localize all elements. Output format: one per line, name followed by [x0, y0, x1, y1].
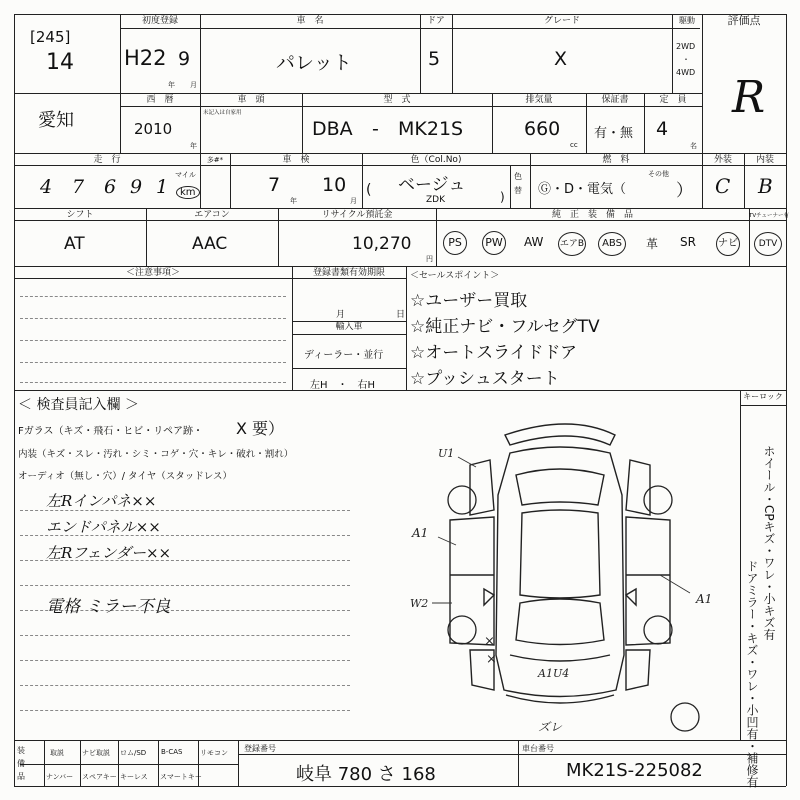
footer-item-spare-key: スペアキー	[82, 773, 117, 781]
vehicle-head-label: 車 頭	[237, 95, 265, 105]
doors: 5	[428, 48, 441, 70]
registration-label: 登録書類有効期限	[312, 268, 385, 278]
line	[14, 153, 786, 154]
line	[120, 28, 700, 29]
equip-dtv	[754, 231, 782, 256]
reg-day-unit: 日	[396, 310, 406, 320]
equip-leather: 革	[646, 237, 659, 251]
leader-u1	[458, 457, 476, 467]
drive-4wd: 4WD	[676, 68, 696, 77]
hood-line	[510, 655, 610, 661]
line	[20, 764, 238, 765]
interior-label: 内装	[755, 155, 774, 165]
keylock-label: キーロック	[743, 392, 783, 401]
mark-a1u4: A1U4	[538, 667, 570, 680]
color-value: ベージュ	[398, 175, 466, 195]
drive-2wd: 2WD	[676, 42, 696, 51]
leader-a1-left	[438, 537, 456, 545]
ac-label: エアコン	[194, 210, 230, 220]
shift-value: AT	[64, 234, 85, 254]
line	[14, 278, 406, 279]
equip-dtv-mark: DTV	[754, 232, 782, 256]
handwritten-note-4: 電格 ミラー不良	[46, 597, 171, 617]
fuel-value: Ⓖ・D・電気（	[538, 182, 627, 197]
line	[510, 165, 511, 208]
color-code: ZDK	[426, 195, 445, 205]
sales-point-3: ☆オートスライドドア	[410, 343, 578, 363]
border-top	[14, 14, 786, 15]
sales-points-label: ＜セールスポイント＞	[410, 271, 500, 281]
exterior-grade: C	[715, 174, 731, 198]
glass-mark: X 要）	[236, 419, 285, 438]
meter-label: 多#*	[206, 156, 224, 164]
border-left	[14, 14, 15, 786]
inspection-month: 10	[322, 174, 347, 196]
mileage-label: 走 行	[93, 155, 121, 165]
interior-grade: B	[758, 174, 773, 198]
line	[158, 740, 159, 786]
right-rear-wheel	[644, 486, 672, 514]
first-reg-era: H22	[124, 46, 167, 70]
equip-abs	[598, 231, 626, 256]
recycle-label: リサイクル預託金	[321, 210, 393, 220]
rating-value: R	[732, 72, 766, 123]
spare-tire	[671, 703, 699, 731]
line	[702, 14, 703, 153]
border-right	[786, 14, 787, 786]
left-rear-wheel	[448, 486, 476, 514]
handwritten-note-2: エンドパネル××	[46, 518, 161, 536]
grade: X	[554, 48, 568, 70]
warranty: 有・無	[594, 126, 634, 141]
line	[20, 685, 350, 686]
dealer-import: ディーラー・並行	[304, 350, 384, 361]
steering: 左H ・ 右H	[310, 380, 376, 391]
line	[14, 740, 786, 741]
plate-number: 岐阜 780 さ 168	[296, 764, 436, 785]
line	[14, 220, 786, 221]
line	[20, 710, 350, 711]
equip-aw: AW	[524, 235, 544, 249]
fuel-close: ）	[676, 181, 693, 201]
vehicle-head-note: 未記入は自家用	[203, 110, 242, 116]
capacity-unit: 名	[690, 142, 697, 150]
cc-unit: cc	[570, 141, 578, 149]
mark-a1-right: A1	[696, 592, 713, 606]
right-side	[626, 517, 670, 645]
mileage-digit-1: 4	[40, 176, 53, 198]
recycle-fee: 10,270	[352, 234, 412, 254]
rating-label: 評価点	[727, 14, 761, 27]
equip-ps	[443, 231, 467, 255]
color-label: 色（Col.No)	[410, 155, 462, 165]
line	[118, 740, 119, 786]
sales-point-2: ☆純正ナビ・フルセグTV	[410, 317, 600, 337]
line	[14, 93, 702, 94]
equip-navi-mark: ナビ	[716, 232, 740, 256]
car-body	[496, 447, 624, 697]
line	[20, 340, 286, 341]
model-code: MK21S	[398, 118, 464, 140]
windshield	[516, 599, 604, 645]
chassis-label: 車台番号	[522, 744, 554, 753]
capacity-label: 定 員	[659, 95, 687, 105]
leader-a1-right	[660, 575, 690, 593]
line	[20, 635, 350, 636]
lot-label: [245]	[30, 28, 71, 46]
footer-equipment-label: 装備品	[17, 746, 25, 781]
month-unit: 月	[190, 81, 197, 89]
fuel-other: その他	[648, 170, 669, 178]
region: 愛知	[38, 110, 74, 131]
mile-label: マイル	[175, 171, 196, 179]
equip-airbag	[558, 231, 586, 256]
mileage-digit-2: 7	[72, 176, 85, 198]
color-paren-close: )	[500, 190, 505, 204]
equip-ps-mark: PS	[443, 231, 467, 255]
shift-label: シフト	[66, 210, 94, 220]
exterior-label: 外装	[713, 155, 732, 165]
right-front-fender	[626, 650, 650, 690]
tuner-label: TVチューナー有	[749, 213, 789, 219]
inspection-year: 7	[268, 174, 281, 196]
line	[120, 106, 702, 107]
side-note-wheel: ホイール・CPキズ・ワレ・小キズ有	[762, 445, 776, 641]
year-unit: 年	[190, 142, 197, 150]
roof	[520, 510, 600, 598]
footer-item-smart-key: スマートキー	[160, 773, 202, 781]
rear-bumper	[505, 424, 615, 445]
line	[238, 754, 786, 755]
line	[20, 318, 286, 319]
drive-label: 駆動	[679, 16, 695, 25]
first-reg-label: 初度登録	[141, 16, 178, 26]
line	[740, 405, 786, 406]
line	[14, 165, 786, 166]
handwritten-note-1: 左Rインパネ××	[46, 492, 157, 510]
equip-pw	[482, 231, 506, 255]
warranty-label: 保証書	[601, 95, 629, 105]
ac-value: AAC	[192, 234, 228, 254]
interior-line: 内装（キズ・スレ・汚れ・シミ・コゲ・穴・キレ・破れ・割れ）	[18, 449, 294, 460]
car-diagram	[410, 405, 735, 737]
sales-point-4: ☆プッシュスタート	[410, 369, 560, 389]
left-mirror	[484, 589, 494, 605]
left-front-wheel	[448, 616, 476, 644]
month-unit: 月	[350, 197, 357, 205]
inspector-title: ＜ 検査員記入欄 ＞	[18, 397, 139, 413]
equip-pw-mark: PW	[482, 231, 506, 255]
mark-bottom: ズレ	[538, 720, 563, 734]
displacement-label: 排気量	[525, 95, 553, 105]
car-name: パレット	[276, 52, 352, 74]
line	[14, 390, 786, 391]
reg-month-unit: 月	[336, 310, 346, 320]
km-label: km	[176, 186, 200, 199]
footer-item-remote: リモコン	[200, 749, 228, 757]
line	[292, 334, 406, 335]
color-change-label: 色替	[514, 172, 522, 195]
mileage-digit-5: 1	[156, 176, 169, 198]
footer-item-keyless: キーレス	[120, 773, 148, 781]
right-front-wheel	[644, 616, 672, 644]
line	[518, 740, 519, 786]
footer-item-rom-sd: ロム/SD	[120, 749, 147, 757]
line	[14, 266, 786, 267]
caution-label: ＜注意事項＞	[125, 268, 180, 278]
western-year-label: 西 暦	[146, 95, 174, 105]
lot-number: 14	[46, 50, 74, 75]
glass-line: Fガラス（キズ・飛石・ヒビ・リペア跡・	[18, 426, 204, 437]
handwritten-note-3: 左Rフェンダー××	[46, 544, 172, 562]
line	[740, 390, 741, 740]
capacity: 4	[656, 118, 669, 140]
line	[20, 660, 350, 661]
line	[292, 368, 406, 369]
line	[20, 362, 286, 363]
grade-label: グレード	[543, 16, 580, 26]
mark-x-1: ×	[484, 634, 495, 649]
line	[406, 266, 407, 390]
equip-navi	[716, 231, 740, 256]
yen-unit: 円	[426, 255, 433, 263]
footer-item-navi-manual: ナビ取説	[82, 749, 110, 757]
mileage-digit-4: 9	[130, 176, 143, 198]
line	[20, 382, 286, 383]
mark-a1-left: A1	[412, 526, 429, 540]
side-note-mirror: ドアミラー・キズ・ワレ・小凹有・補修有	[745, 560, 759, 788]
year-unit: 年	[168, 81, 175, 89]
model-label: 型 式	[383, 95, 411, 105]
equip-airbag-mark: エアB	[558, 232, 586, 256]
right-mirror	[626, 589, 636, 605]
car-name-label: 車 名	[296, 16, 324, 26]
footer-item-manual: 取説	[50, 749, 64, 757]
displacement: 660	[524, 118, 561, 140]
line	[14, 208, 786, 209]
drive-dot: ・	[682, 55, 690, 64]
line	[44, 740, 45, 786]
door-label: ドア	[427, 16, 445, 26]
equipment-label: 純 正 装 備 品	[551, 210, 633, 220]
line	[20, 585, 350, 586]
audio-line: オーディオ（無し・穴）/ タイヤ（スタッドレス）	[18, 471, 232, 482]
border-bottom	[14, 786, 786, 787]
mark-w2: W2	[410, 597, 429, 610]
mark-x-2: ×	[486, 652, 497, 667]
color-paren-open: (	[366, 182, 372, 198]
equip-sr: SR	[680, 235, 696, 249]
rear-window	[516, 469, 604, 505]
chassis-number: MK21S-225082	[566, 760, 703, 781]
line	[80, 740, 81, 786]
sales-point-1: ☆ユーザー買取	[410, 291, 528, 311]
line	[120, 14, 121, 153]
mark-u1: U1	[438, 447, 455, 460]
line	[238, 740, 239, 786]
inspection-label: 車 検	[282, 155, 310, 165]
import-label: 輸入車	[335, 322, 363, 332]
line	[20, 296, 286, 297]
year-unit: 年	[290, 197, 297, 205]
model-dash: -	[372, 118, 379, 140]
plate-label: 登録番号	[244, 744, 276, 753]
first-reg-month: 9	[178, 48, 191, 70]
footer-item-plate: ナンバー	[46, 773, 74, 781]
western-year: 2010	[134, 120, 173, 138]
fuel-label: 燃 料	[602, 155, 630, 165]
equip-abs-mark: ABS	[598, 232, 626, 256]
model-prefix: DBA	[312, 118, 353, 140]
mileage-digit-3: 6	[104, 176, 117, 198]
footer-item-bcas: B-CAS	[161, 748, 183, 756]
left-side	[450, 517, 494, 645]
